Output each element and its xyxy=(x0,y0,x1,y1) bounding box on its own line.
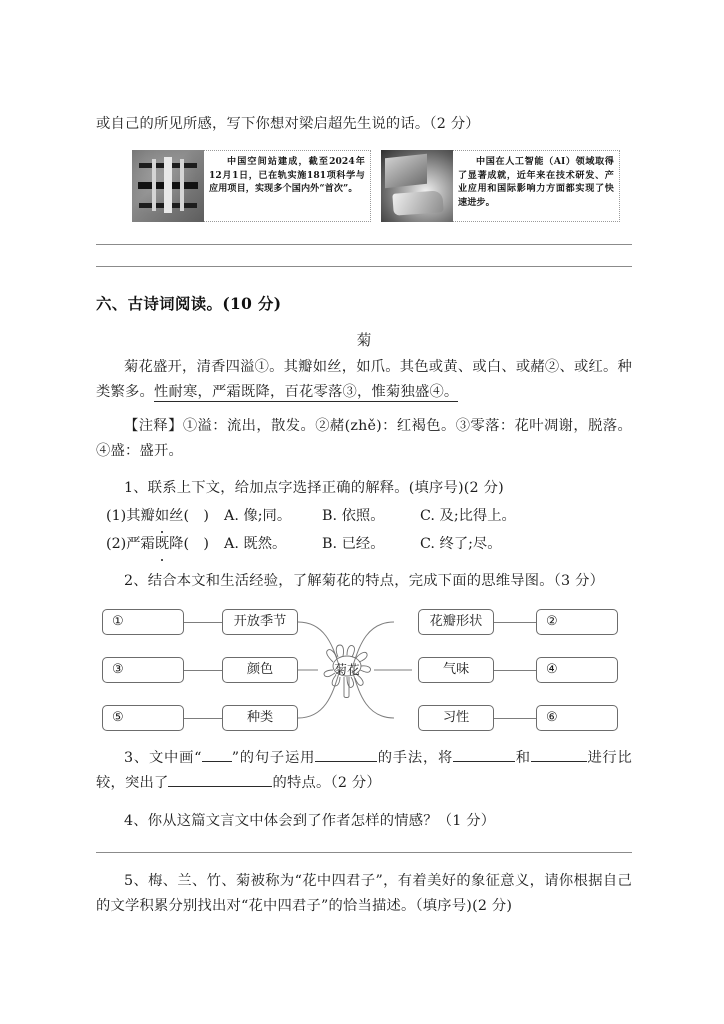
mm-right-connector-2 xyxy=(494,670,536,671)
q1-item2-stem-after: 降( ) xyxy=(169,536,209,552)
poem-text-part1: 菊花盛开，清香四溢①。其瓣如丝，如爪。其色或黄、或白、或赭②、或红。 xyxy=(124,359,618,375)
mm-left-connector-2 xyxy=(184,670,222,671)
q5-line-1: 5、梅、兰、竹、菊被称为“花中四君子”，有着美好的象征意义，请你根 xyxy=(124,873,589,889)
poem-title: 菊 xyxy=(356,332,372,349)
q1-item1-stem-after: 丝( ) xyxy=(169,508,209,524)
q1-item2-stem-before: (2)严霜 xyxy=(106,536,155,552)
mind-map-center-node xyxy=(316,640,378,700)
q3-blank-2[interactable] xyxy=(453,761,515,762)
mm-right-label-3: 习性 xyxy=(418,705,494,731)
poem-paragraph xyxy=(96,355,632,405)
q3-text-g: 的特点。（2 分） xyxy=(272,775,381,791)
q5-line-2: 据自己的文学积累分别找出对“花中四君子”的恰当描述。（填序号)(2 分) xyxy=(96,873,632,914)
question-1-item-1 xyxy=(96,504,632,529)
q1-item1-option-a[interactable]: A. 像;同。 xyxy=(224,508,292,524)
ai-technology-photo xyxy=(381,150,453,222)
space-station-caption: 中国空间站建成，截至2024年12月1日，已在轨实施181项科学与应用项目，实现多个国内外“首次”。 xyxy=(204,150,371,222)
q3-blank-4[interactable] xyxy=(168,786,272,787)
q3-text-d: 和 xyxy=(515,750,531,766)
question-2-prompt: 2、结合本文和生活经验，了解菊花的特点，完成下面的思维导图。（3 分） xyxy=(124,573,605,589)
q3-text-b: ”的句子运用 xyxy=(231,750,316,766)
notes-line-1: 【注释】①溢：流出，散发。②赭(zhě)：红褐色。③零落：花叶凋谢，脱 xyxy=(124,418,603,434)
question-3 xyxy=(96,746,632,796)
mm-right-blank-3[interactable]: ⑥ xyxy=(536,705,618,731)
q3-text-c: 的手法，将 xyxy=(377,750,454,766)
mm-right-label-2: 气味 xyxy=(418,657,494,683)
media-card-ai xyxy=(381,150,620,222)
question-1-prompt: 1、联系上下文，给加点字选择正确的解释。(填序号)(2 分) xyxy=(124,480,504,496)
mm-left-label-3: 种类 xyxy=(222,705,298,731)
mm-right-blank-2[interactable]: ④ xyxy=(536,657,618,683)
q1-item1-option-b[interactable]: B. 依照。 xyxy=(322,508,385,524)
media-card-space-station xyxy=(132,150,371,222)
media-row xyxy=(132,150,620,222)
mm-left-label-2: 颜色 xyxy=(222,657,298,683)
mm-left-connector-3 xyxy=(184,718,222,719)
mm-right-connector-1 xyxy=(494,622,536,623)
q1-item1-dotted-char: 如 xyxy=(155,504,169,529)
q1-item2-stem xyxy=(106,532,224,557)
mm-right-connector-3 xyxy=(494,718,536,719)
q1-item1-stem-before: (1)其瓣 xyxy=(106,508,155,524)
notes-line-2: 落。④盛：盛开。 xyxy=(96,418,633,459)
space-station-photo xyxy=(132,150,204,222)
q1-item1-option-c[interactable]: C. 及;比得上。 xyxy=(420,508,516,524)
q1-item2-option-c[interactable]: C. 终了;尽。 xyxy=(420,536,502,552)
ai-caption: 中国在人工智能（AI）领域取得了显著成就，近年来在技术研发、产业应用和国际影响力方面都实现了快速进步。 xyxy=(453,150,620,222)
mind-map-diagram xyxy=(102,608,626,732)
poem-text-part2-prefix: 种类繁多。 xyxy=(96,359,632,400)
question-5 xyxy=(96,869,632,919)
q1-item2-dotted-char: 既 xyxy=(155,532,169,557)
page-content xyxy=(96,112,632,919)
question-4-prompt: 4、你从这篇文言文中体会到了作者怎样的情感？（1 分） xyxy=(124,813,496,829)
mm-right-blank-1[interactable]: ② xyxy=(536,609,618,635)
q3-text-f: 行比较，突出了 xyxy=(96,750,632,791)
q3-text-a: 3、文中画“ xyxy=(124,750,202,766)
answer-line-2[interactable] xyxy=(96,266,632,267)
poem-underlined-sentence: 性耐寒，严霜既降，百花零落③，惟菊独盛④。 xyxy=(154,384,459,400)
mind-map-center-label: 菊花 xyxy=(334,662,360,677)
q3-blank-quote[interactable] xyxy=(202,761,232,762)
section-heading: 六、古诗词阅读。(10 分) xyxy=(96,295,282,313)
answer-line-3[interactable] xyxy=(96,852,632,853)
mm-left-connector-1 xyxy=(184,622,222,623)
question-1-item-2 xyxy=(96,532,632,557)
q3-blank-3[interactable] xyxy=(531,761,587,762)
mm-right-label-1: 花瓣形状 xyxy=(418,609,494,635)
intro-paragraph: 或自己的所见所感，写下你想对梁启超先生说的话。（2 分） xyxy=(96,116,480,132)
q3-text-e: 进 xyxy=(586,750,603,766)
q3-blank-1[interactable] xyxy=(315,761,377,762)
answer-line-1[interactable] xyxy=(96,244,632,245)
mm-left-blank-2[interactable]: ③ xyxy=(102,657,184,683)
mm-left-blank-3[interactable]: ⑤ xyxy=(102,705,184,731)
mm-left-label-1: 开放季节 xyxy=(222,609,298,635)
q1-item2-option-a[interactable]: A. 既然。 xyxy=(224,536,287,552)
mm-left-blank-1[interactable]: ① xyxy=(102,609,184,635)
notes-paragraph xyxy=(96,414,632,464)
q1-item2-option-b[interactable]: B. 已经。 xyxy=(322,536,385,552)
q1-item1-stem xyxy=(106,504,224,529)
